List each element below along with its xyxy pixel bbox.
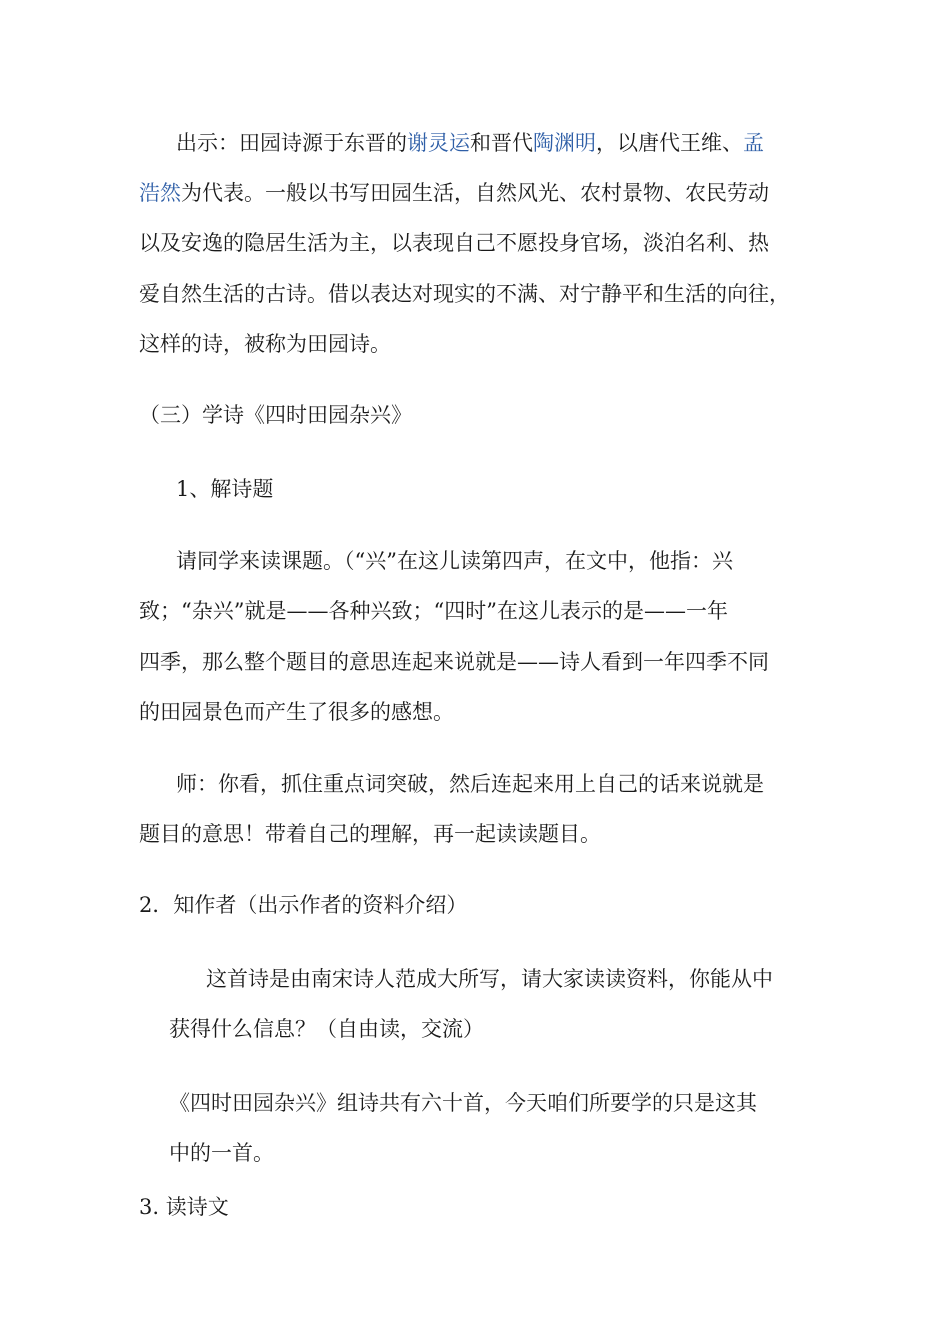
intro-text: 出示：田园诗源于东晋的 (176, 131, 407, 155)
item1-para1-line: 四季，那么整个题目的意思连起来说就是——诗人看到一年四季不同 (139, 650, 769, 674)
intro-line-2 (139, 178, 769, 208)
item1-para1-line: 致；“杂兴”就是——各种兴致；“四时”在这儿表示的是——一年 (139, 599, 728, 623)
intro-line-5: 这样的诗，被称为田园诗。 (139, 332, 391, 356)
intro-line-4: 爱自然生活的古诗。借以表达对现实的不满、对宁静平和生活的向往， (139, 282, 790, 306)
link-meng-haoran-cont[interactable]: 浩然 (139, 181, 181, 205)
link-tao-yuanming[interactable]: 陶渊明 (533, 131, 596, 155)
section-title: （三）学诗《四时田园杂兴》 (139, 403, 412, 427)
item3-heading: 3. 读诗文 (139, 1195, 229, 1219)
link-meng-haoran[interactable]: 孟 (743, 131, 764, 155)
item2-heading: 2．知作者（出示作者的资料介绍） (139, 893, 468, 917)
item1-para1-line: 的田园景色而产生了很多的感想。 (139, 700, 454, 724)
item1-heading: 1、解诗题 (176, 477, 274, 501)
item2-para1-line: 获得什么信息？（自由读，交流） (169, 1017, 484, 1041)
item1-para2-line: 师：你看，抓住重点词突破，然后连起来用上自己的话来说就是 (176, 772, 764, 796)
intro-text: 和晋代 (470, 131, 533, 155)
intro-text: 为代表。一般以书写田园生活，自然风光、农村景物、农民劳动 (181, 181, 769, 205)
item1-para1-line: 请同学来读课题。（“兴”在这儿读第四声，在文中，他指：兴 (176, 549, 733, 573)
item2-para1-line: 这首诗是由南宋诗人范成大所写，请大家读读资料，你能从中 (206, 967, 773, 991)
intro-line-3: 以及安逸的隐居生活为主，以表现自己不愿投身官场，淡泊名利、热 (139, 231, 769, 255)
item2-para2-line: 《四时田园杂兴》组诗共有六十首，今天咱们所要学的只是这其 (169, 1091, 757, 1115)
intro-line-1 (176, 128, 764, 158)
item1-para2-line: 题目的意思！带着自己的理解，再一起读读题目。 (139, 822, 601, 846)
intro-text: ，以唐代王维、 (596, 131, 743, 155)
item2-para2-line: 中的一首。 (169, 1141, 274, 1165)
link-xie-lingyun[interactable]: 谢灵运 (407, 131, 470, 155)
